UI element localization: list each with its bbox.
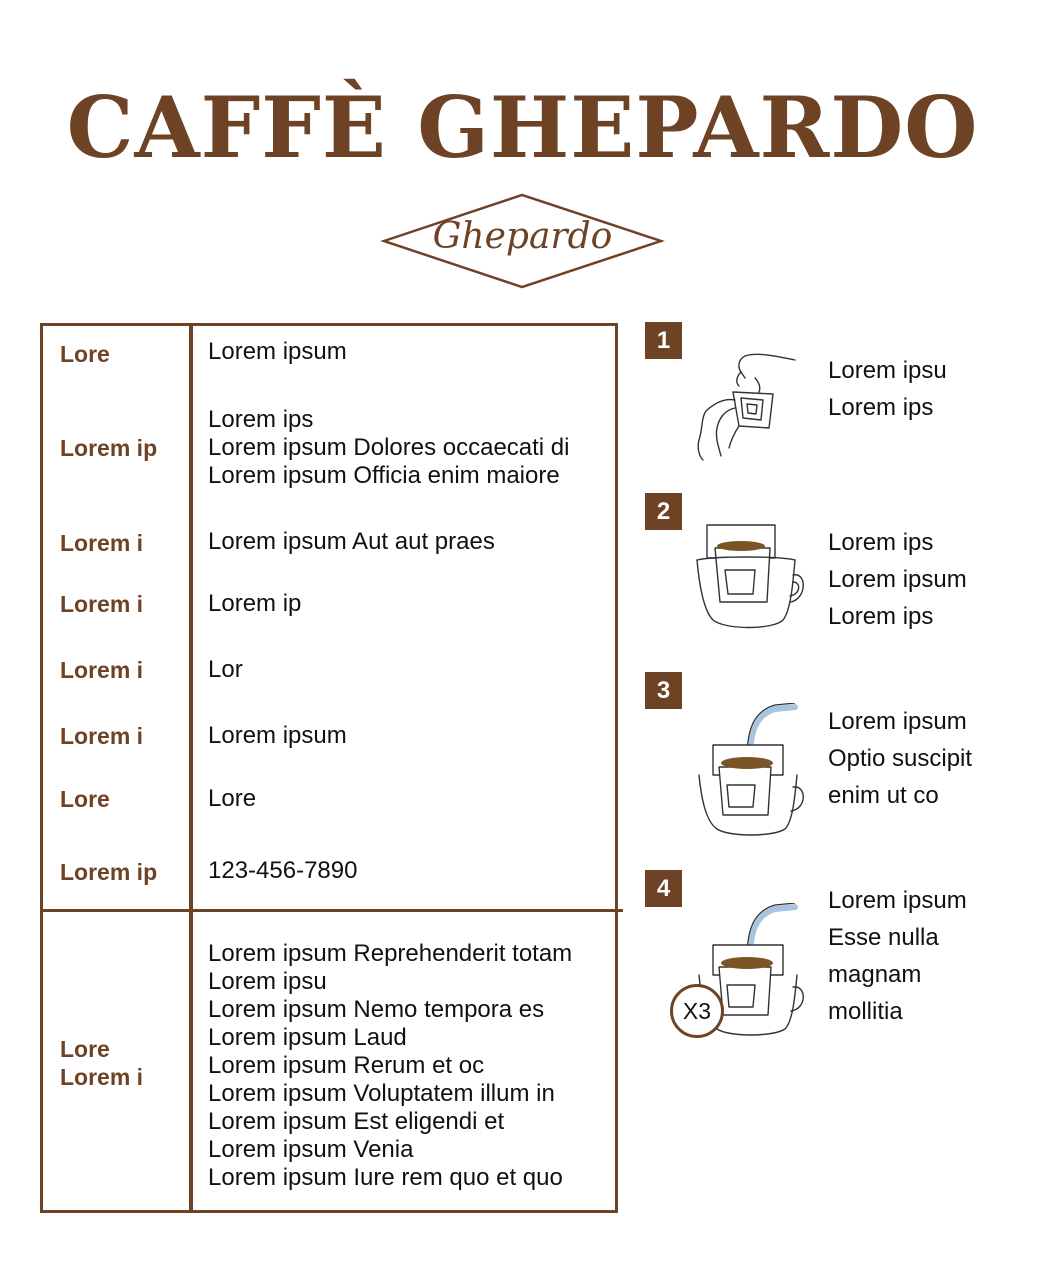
table-column-divider [189, 326, 193, 1210]
logo-text: Ghepardo [432, 216, 613, 257]
table-row-value: Lorem ip [208, 590, 302, 617]
table-row-value: Lorem ips Lorem ipsum Dolores occaecati di Lorem ipsum Officia enim maiore [208, 406, 570, 489]
step-description: Lorem ipsum Esse nulla magnam mollitia [828, 887, 967, 1025]
step-number: 3 [645, 672, 682, 709]
step-description: Lorem ips Lorem ipsum Lorem ips [828, 529, 967, 630]
table-row-value: Lorem ipsum Aut aut praes [208, 528, 495, 555]
table-row-value: Lore [208, 785, 257, 812]
table-row-value: Lorem ipsum [208, 338, 347, 365]
page-title: CAFFÈ GHEPARDO [66, 78, 979, 177]
table-row-value: Lorem ipsum Reprehenderit totam Lorem ipsu Lorem ipsum Nemo tempora es Lorem ipsum Laud Lorem ipsum Rerum et oc Lorem ipsum Voluptatem illum in Lorem ipsum Est eligendi et Lorem ipsum Venia Lorem ipsum Iure rem quo et quo [208, 940, 573, 1191]
step-description: Lorem ipsu Lorem ips [828, 357, 947, 421]
table-row-label: Lore [60, 341, 110, 367]
step-number: 4 [645, 870, 682, 907]
table-row-label: Lorem i [60, 530, 144, 556]
step-description: Lorem ipsum Optio suscipit enim ut co [828, 708, 973, 809]
pour-water-icon [695, 703, 805, 838]
table-row-value: Lorem ipsum [208, 722, 347, 749]
table-row-label: Lorem i [60, 657, 144, 683]
table-row-divider [43, 909, 623, 912]
table-row-label: Lorem ip [60, 859, 158, 885]
table-row-label: Lore Lorem i [60, 1036, 144, 1090]
table-row-label: Lorem ip [60, 435, 158, 461]
table-row-value: Lor [208, 656, 243, 683]
table-row-value: 123-456-7890 [208, 857, 358, 884]
step-number: 1 [645, 322, 682, 359]
brand-logo [380, 192, 665, 290]
table-row-label: Lorem i [60, 723, 144, 749]
info-table [40, 323, 618, 1213]
table-row-label: Lorem i [60, 591, 144, 617]
repeat-badge: X3 [670, 984, 724, 1038]
table-row-label: Lore [60, 786, 110, 812]
drip-bag-on-cup-icon [695, 520, 805, 632]
step-number: 2 [645, 493, 682, 530]
open-drip-bag-icon [695, 348, 805, 463]
